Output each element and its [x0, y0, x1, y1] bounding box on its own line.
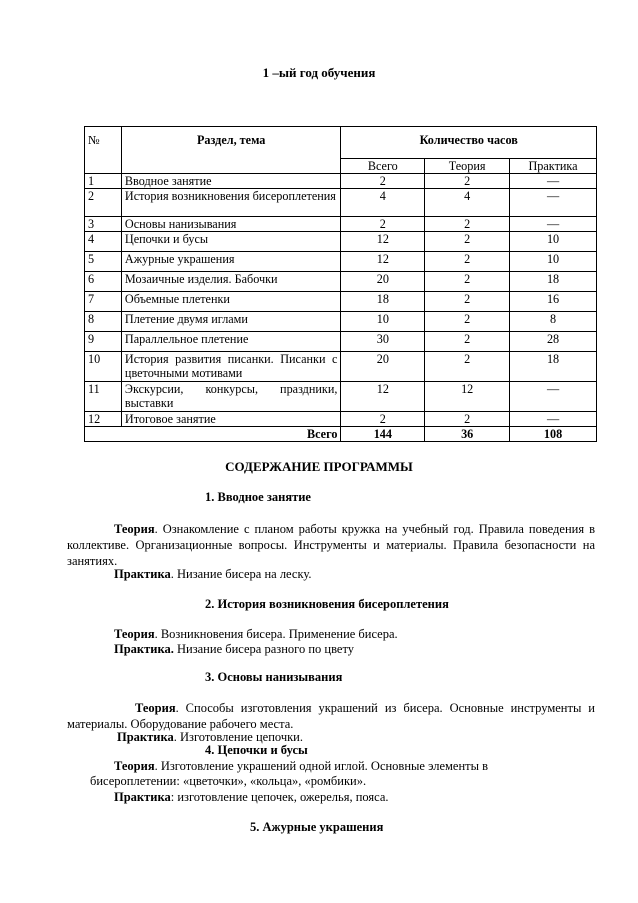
row-num: 10 — [85, 352, 122, 382]
table-summary-row — [85, 427, 597, 442]
row-topic: Итоговое занятие — [121, 412, 341, 427]
row-total: 2 — [341, 412, 425, 427]
table-row — [85, 332, 597, 352]
practice-text: Низание бисера разного по цвету — [173, 642, 355, 656]
row-theory: 2 — [425, 352, 510, 382]
practice-label: Практика — [114, 790, 171, 804]
table-row — [85, 382, 597, 412]
row-topic: Параллельное плетение — [121, 332, 341, 352]
row-practice: — — [510, 217, 597, 232]
table-row — [85, 312, 597, 332]
row-topic: История развития писанки. Писанки с цветочными мотивами — [121, 352, 341, 382]
table-row — [85, 217, 597, 232]
row-num: 12 — [85, 412, 122, 427]
row-topic: Мозаичные изделия. Бабочки — [121, 272, 341, 292]
row-num: 4 — [85, 232, 122, 252]
summary-theory: 36 — [425, 427, 510, 442]
row-num: 11 — [85, 382, 122, 412]
table-row — [85, 412, 597, 427]
theory-label: Теория — [135, 701, 176, 715]
row-total: 20 — [341, 352, 425, 382]
header-topic: Раздел, тема — [121, 127, 341, 174]
row-practice: 8 — [510, 312, 597, 332]
row-total: 2 — [341, 174, 425, 189]
row-theory: 2 — [425, 232, 510, 252]
theory-label: Теория — [114, 627, 155, 641]
theory-text: . Возникновения бисера. Применение бисера. — [154, 627, 398, 641]
section-3-practice — [117, 729, 597, 745]
row-total: 30 — [341, 332, 425, 352]
page-title: 1 –ый год обучения — [262, 65, 376, 80]
section-4-practice — [114, 789, 594, 805]
theory-label: Теория — [114, 759, 155, 773]
practice-label: Практика — [114, 567, 171, 581]
row-theory: 2 — [425, 412, 510, 427]
row-total: 18 — [341, 292, 425, 312]
section-4-theory — [114, 758, 594, 774]
row-num: 5 — [85, 252, 122, 272]
row-total: 12 — [341, 252, 425, 272]
row-num: 7 — [85, 292, 122, 312]
row-total: 12 — [341, 382, 425, 412]
theory-label: Теория — [114, 522, 155, 536]
row-topic: Плетение двумя иглами — [121, 312, 341, 332]
practice-label: Практика. — [114, 642, 174, 656]
summary-total: 144 — [341, 427, 425, 442]
row-topic: Цепочки и бусы — [121, 232, 341, 252]
row-theory: 2 — [425, 252, 510, 272]
summary-practice: 108 — [510, 427, 597, 442]
header-num: № — [85, 127, 122, 174]
study-plan-table — [84, 126, 597, 442]
table-row — [85, 174, 597, 189]
section-2-practice — [114, 641, 594, 657]
table-header-row — [85, 127, 597, 159]
row-total: 20 — [341, 272, 425, 292]
row-theory: 2 — [425, 174, 510, 189]
row-practice: 18 — [510, 352, 597, 382]
row-num: 2 — [85, 189, 122, 217]
row-practice: — — [510, 174, 597, 189]
header-theory: Теория — [425, 159, 510, 174]
row-total: 4 — [341, 189, 425, 217]
row-topic: Экскурсии, конкурсы, праздники, выставки — [121, 382, 341, 412]
header-hours: Количество часов — [341, 127, 597, 159]
row-num: 1 — [85, 174, 122, 189]
section-3-theory — [67, 700, 595, 732]
table-row — [85, 292, 597, 312]
theory-text: . Изготовление украшений одной иглой. Основные элементы в — [154, 759, 489, 773]
row-practice: — — [510, 382, 597, 412]
row-num: 8 — [85, 312, 122, 332]
theory-text: . Способы изготовления украшений из бисера. Основные инструменты и материалы. Оборудование рабочего места. — [67, 701, 595, 731]
practice-label: Практика — [117, 730, 174, 744]
row-total: 2 — [341, 217, 425, 232]
row-topic: Основы нанизывания — [121, 217, 341, 232]
table-row — [85, 232, 597, 252]
row-topic: История возникновения бисероплетения — [121, 189, 341, 217]
header-practice: Практика — [510, 159, 597, 174]
table-row — [85, 352, 597, 382]
row-practice: 10 — [510, 232, 597, 252]
row-theory: 2 — [425, 272, 510, 292]
row-practice: — — [510, 412, 597, 427]
row-theory: 2 — [425, 217, 510, 232]
section-2-title: 2. История возникновения бисероплетения — [205, 597, 449, 611]
table-row — [85, 189, 597, 217]
summary-label: Всего — [85, 427, 341, 442]
section-1-title: 1. Вводное занятие — [205, 490, 311, 504]
row-practice: 10 — [510, 252, 597, 272]
row-topic: Вводное занятие — [121, 174, 341, 189]
row-topic: Объемные плетенки — [121, 292, 341, 312]
section-4-title: 4. Цепочки и бусы — [205, 743, 308, 757]
row-practice: 28 — [510, 332, 597, 352]
row-total: 10 — [341, 312, 425, 332]
row-num: 3 — [85, 217, 122, 232]
theory-text: . Ознакомление с планом работы кружка на учебный год. Правила поведения в коллективе. Организационные вопросы. Инструменты и материалы. Правила безопасности на занятиях. — [67, 522, 595, 568]
table-row — [85, 252, 597, 272]
row-topic: Ажурные украшения — [121, 252, 341, 272]
row-theory: 4 — [425, 189, 510, 217]
section-4-theory-cont: бисероплетении: «цветочки», «кольца», «ромбики». — [90, 774, 367, 788]
row-total: 12 — [341, 232, 425, 252]
row-practice: — — [510, 189, 597, 217]
row-practice: 16 — [510, 292, 597, 312]
section-5-title: 5. Ажурные украшения — [250, 820, 384, 834]
content-heading: СОДЕРЖАНИЕ ПРОГРАММЫ — [225, 459, 413, 474]
row-num: 9 — [85, 332, 122, 352]
row-num: 6 — [85, 272, 122, 292]
row-practice: 18 — [510, 272, 597, 292]
practice-text: . Изготовление цепочки. — [173, 730, 304, 744]
section-1-theory — [67, 521, 595, 569]
header-total: Всего — [341, 159, 425, 174]
section-2-theory — [114, 626, 594, 642]
row-theory: 2 — [425, 312, 510, 332]
row-theory: 12 — [425, 382, 510, 412]
row-theory: 2 — [425, 292, 510, 312]
section-3-title: 3. Основы нанизывания — [205, 670, 343, 684]
practice-text: . Низание бисера на леску. — [170, 567, 312, 581]
row-theory: 2 — [425, 332, 510, 352]
table-row — [85, 272, 597, 292]
practice-text: : изготовление цепочек, ожерелья, пояса. — [170, 790, 389, 804]
section-1-practice — [114, 566, 594, 582]
